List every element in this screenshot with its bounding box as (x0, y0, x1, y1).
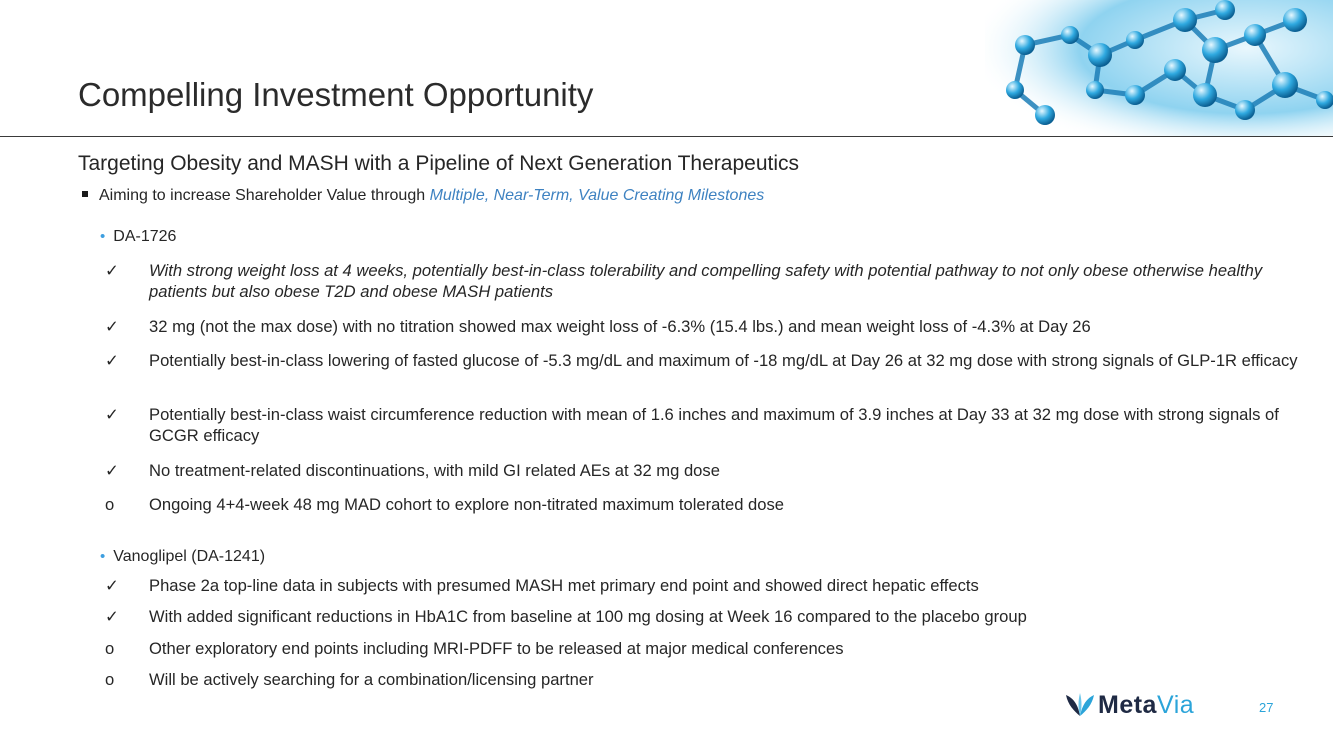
circle-bullet-icon: o (105, 639, 115, 658)
list-item (105, 350, 1315, 371)
page-number: 27 (1259, 700, 1274, 715)
list-item-text: Potentially best-in-class lowering of fasted glucose of -5.3 mg/dL and maximum of -18 mg/dL at Day 26 at 32 mg dose with strong signals of GLP-1R efficacy (149, 351, 1298, 370)
checkmark-icon: ✓ (105, 261, 119, 280)
checkmark-icon: ✓ (105, 607, 119, 626)
circle-bullet-icon: o (105, 495, 115, 514)
list-item (105, 669, 1315, 690)
list-item-text: Potentially best-in-class waist circumference reduction with mean of 1.6 inches and maximum of 3.9 inches at Day 33 at 32 mg dose with strong signals of GCGR efficacy (149, 405, 1279, 445)
list-item-text: Ongoing 4+4-week 48 mg MAD cohort to explore non-titrated maximum tolerated dose (149, 495, 785, 514)
checkmark-icon: ✓ (105, 405, 119, 424)
checkmark-icon: ✓ (105, 576, 119, 595)
leaf-logo-icon (1066, 693, 1094, 717)
list-item (105, 260, 1315, 302)
molecule-graphic (985, 0, 1333, 137)
checkmark-icon: ✓ (105, 317, 119, 336)
program-heading (100, 228, 176, 246)
list-item-text: Will be actively searching for a combination/licensing partner (149, 670, 594, 689)
program-name: DA-1726 (113, 228, 177, 245)
list-item-text: Other exploratory end points including MRI-PDFF to be released at major medical conferences (149, 639, 844, 658)
dot-bullet-icon: • (100, 548, 106, 565)
list-item-text: No treatment-related discontinuations, with mild GI related AEs at 32 mg dose (149, 461, 720, 480)
list-item (105, 316, 1315, 337)
list-item (105, 606, 1315, 627)
list-item-text: With added significant reductions in HbA1C from baseline at 100 mg dosing at Week 16 compared to the placebo group (149, 607, 1027, 626)
program-name: Vanoglipel (DA-1241) (113, 548, 266, 565)
intro-text: Aiming to increase Shareholder Value through (99, 187, 430, 204)
page-title: Compelling Investment Opportunity (78, 76, 594, 113)
square-bullet-icon (82, 191, 88, 197)
list-item-text: With strong weight loss at 4 weeks, potentially best-in-class tolerability and compelling safety with potential pathway to not only obese otherwise healthy patients but also obese T2D and obese MASH patients (149, 261, 1263, 301)
dot-bullet-icon: • (100, 228, 106, 245)
checkmark-icon: ✓ (105, 461, 119, 480)
list-item (105, 575, 1315, 596)
program-heading (100, 548, 265, 566)
list-item (105, 494, 1315, 515)
list-item (105, 638, 1315, 659)
intro-bullet (82, 187, 764, 205)
logo-wordmark: MetaVia (1098, 691, 1195, 719)
title-divider (0, 136, 1333, 137)
checkmark-icon: ✓ (105, 351, 119, 370)
list-item (105, 404, 1315, 446)
list-item-text: Phase 2a top-line data in subjects with presumed MASH met primary end point and showed direct hepatic effects (149, 576, 979, 595)
intro-emphasis: Multiple, Near-Term, Value Creating Milestones (429, 187, 765, 204)
circle-bullet-icon: o (105, 670, 115, 689)
list-item-text: 32 mg (not the max dose) with no titration showed max weight loss of -6.3% (15.4 lbs.) and mean weight loss of -4.3% at Day 26 (149, 317, 1091, 336)
metavia-logo (1066, 691, 1195, 723)
list-item (105, 460, 1315, 481)
section-subtitle: Targeting Obesity and MASH with a Pipeline of Next Generation Therapeutics (78, 152, 799, 175)
